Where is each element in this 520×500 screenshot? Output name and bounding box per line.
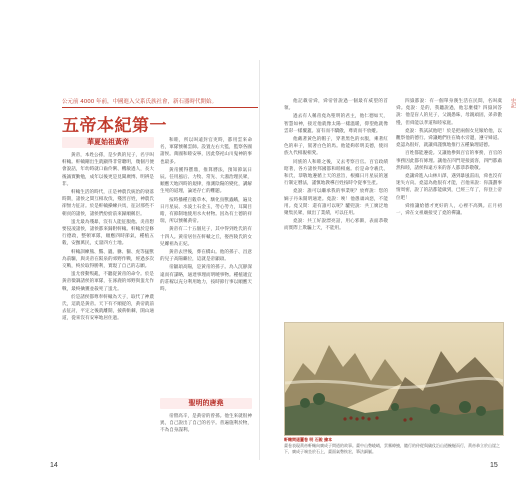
paragraph: 堯說：共工好說漂亮話，用心邪僻，表面恭敬而實際上欺騙上天，不能用。 — [284, 219, 388, 232]
paragraph: 堯說：誰可以繼承我的事業呢？放齊說：您的嫡子丹朱開明通達。堯說：唉！他愚頑凶惡，不能用。堯又問：還有誰可以呢？驩兜說：共工廣泛地聚集民眾，做出了業績，可以任用。 — [284, 189, 388, 217]
side-tab-label: 史記 — [510, 98, 516, 108]
painting-caption — [284, 437, 502, 454]
right-column-2 — [396, 98, 502, 316]
page-number-left: 14 — [50, 462, 58, 469]
paragraph: 於是諸侯都尊奉軒轅為天子，取代了神農氏，這就是黃帝。天下有不順從的，黃帝就前去征討，平定之後就離開，披荊斬棘，開山通道，從來沒有安寧地居住過。 — [62, 294, 154, 322]
chapter-title: 五帝本紀第一 — [62, 116, 167, 136]
page-number-right: 15 — [490, 462, 498, 469]
paragraph: 帝顓頊高陽，是黃帝的孫子。為人沉靜深遠而有謀略，通達事理而明曉事物。種植適宜的莊稼以充分利用地力，按時節行事以順應天時。 — [160, 265, 252, 293]
left-column-2-continued — [160, 413, 252, 453]
paragraph: 同族的人和睦之後，又去考察百官。百官政績昭著，各方諸侯邦國都和睦相處。於是命令羲氏、和氏，恭敬地遵循上天的意旨，根據日月星辰的運行制定曆法，謹慎地教導百姓按時令從事生產。 — [284, 159, 388, 187]
era-timeline: 公元前 4000 年前，中國進入父系氏族社會，新石器時代開始。 — [62, 98, 258, 108]
paragraph: 黃帝去世後，葬在橋山。他的孫子、昌意的兒子高陽繼位，這就是帝顓頊。 — [160, 250, 252, 263]
paragraph: 和睦，所以叫遠封官吏時，都用雲來命名，軍隊號稱雲師。設置左右大監，監察各國諸侯。萬國和睦安寧，因此祭祀山川鬼神的事也最多。 — [160, 138, 252, 165]
caption-text: 畫卷表現黃帝軒轅向廣成子問道的故事。畫中山勢峻峭，雲霧繚繞，隨行的侍從與儀仗沿山道蜿蜒而行，黃帝恭立於山崖之下，廣成子端坐於石上，畫面氣勢恢宏，筆法細膩。 — [284, 442, 500, 454]
paragraph: 百姓都能遵從。又讓他參與百官的事務，百官的事務因此都有條理。讓他在四門迎接賓客，四門都肅然和睦，諸侯和遠方來的客人都恭恭敬敬。 — [396, 151, 502, 171]
paragraph: 他記載帝舜，舜帝曾說過一個最有威望的首領。 — [284, 99, 388, 112]
paragraph: 帝嚳高辛，是黃帝的曾孫。他生來就很神異，自己說出了自己的名字。普遍施利於物，不為自身謀利。 — [160, 414, 252, 434]
paragraph: 堯說：我試試他吧！於是把兩個女兒嫁給他，以觀察他的德行。舜讓她們住在媯水旁邊，遵守婦道。堯認為很好，就讓舜謹慎地推行五種倫理道德。 — [396, 128, 502, 149]
section-title-tangyao: 聖明的唐堯 — [160, 398, 252, 409]
paragraph: 黃帝，本姓公孫，是少典的兒子，名字叫軒轅。軒轅剛出生就顯得非常聰明，幾個月便會說話，年幼時就口齒伶俐、機敏過人，長大後誠實勤勉，成年以後更是見聞廣博、明辨是非。 — [62, 153, 154, 187]
paragraph: 蚩尤最為殘暴，沒有人能征服他。炎帝想要侵凌諸侯，諸侯都來歸附軒轅。軒轅於是修行德政，整頓軍隊，順應四時節氣，種植五穀，安撫萬民，丈量四方土地。 — [62, 219, 154, 247]
landscape-painting — [284, 322, 504, 436]
paragraph: 堯讓舜進入山林川澤，遇到暴風雷雨，舜也沒有迷失方向。堯認為他很有才能，召他來說：你謀劃事情周密，說了的話都能做到，已經三年了，你登上帝位吧！ — [396, 174, 502, 201]
paragraph: 他戴著黃色的帽子，穿著黑色的衣服，乘著紅色的車子，駕著白色的馬。他能夠彰明美德，使同族九代相親相愛。 — [284, 137, 388, 157]
paragraph: 四嶽都說：有一個單身漢生活在民間，名叫虞舜。堯說：是的，我聽說過，他怎麼樣？四嶽回答說：他是盲人的兒子，父親愚昧，母親頑固，弟弟傲慢，但舜能以孝道和睦家庭。 — [396, 99, 502, 126]
paragraph: 軒轅訓練熊、羆、貔、貅、貙、虎等猛獸為前驅，與炎帝在阪泉的郊野作戰，經過多次交戰，終於取得勝利，實現了自己的志願。 — [62, 249, 154, 270]
right-column-1 — [284, 98, 388, 316]
caption-title: 軒轅問道圖卷 明 石銳 繪本 — [284, 437, 333, 442]
paragraph: 舜推讓給德才更好的人，心裡不高興。正月初一，舜在文祖廟接受了堯的禪讓。 — [396, 203, 502, 217]
paragraph: 黃帝有二十五個兒子，其中得到姓氏的有十四人。黃帝居住在軒轅之丘，娶西陵氏的女兒嫘祖為正妃。 — [160, 227, 252, 247]
section-title-huangdi: 華夏始祖黃帝 — [62, 137, 154, 148]
left-column-2 — [160, 137, 252, 393]
paragraph: 過去有人稱帝堯為聖明的君主，他仁德如天，智慧如神，接近他就像太陽一樣溫暖，仰望他就像雲彩一樣覆蓋。富有而不驕傲，尊貴而不放縱。 — [284, 114, 388, 134]
paragraph: 蚩尤發動叛亂，不聽從黃帝的命令。於是黃帝徵調諸侯的軍隊，在涿鹿的郊野與蚩尤作戰，最終擒獲並殺死了蚩尤。 — [62, 272, 154, 292]
paragraph: 黃帝獲得寶鼎，推算曆法，預知節氣日辰。任用風后、力牧、常先、大鴻治理民眾，順應天地四時的規律，推測陰陽的變化，講解生死的道理，論述存亡的難題。 — [160, 167, 252, 195]
left-column-1 — [62, 152, 154, 458]
paragraph: 軒轅生活的時代，正是神農氏統治的衰落時期，諸侯之間互相攻伐，殘害百姓，神農氏卻無力征討。於是軒轅操練兵馬，征討那些不朝貢的諸侯，諸侯們紛紛前來歸順稱臣。 — [62, 190, 154, 217]
paragraph: 按時播種百穀草木，馴化鳥獸蟲蛾，遍及日月星辰、水波土石金玉，勞心勞力，耳聞目睹，有節制地使用水火材物。因為有土德的祥瑞，所以號稱黃帝。 — [160, 197, 252, 225]
